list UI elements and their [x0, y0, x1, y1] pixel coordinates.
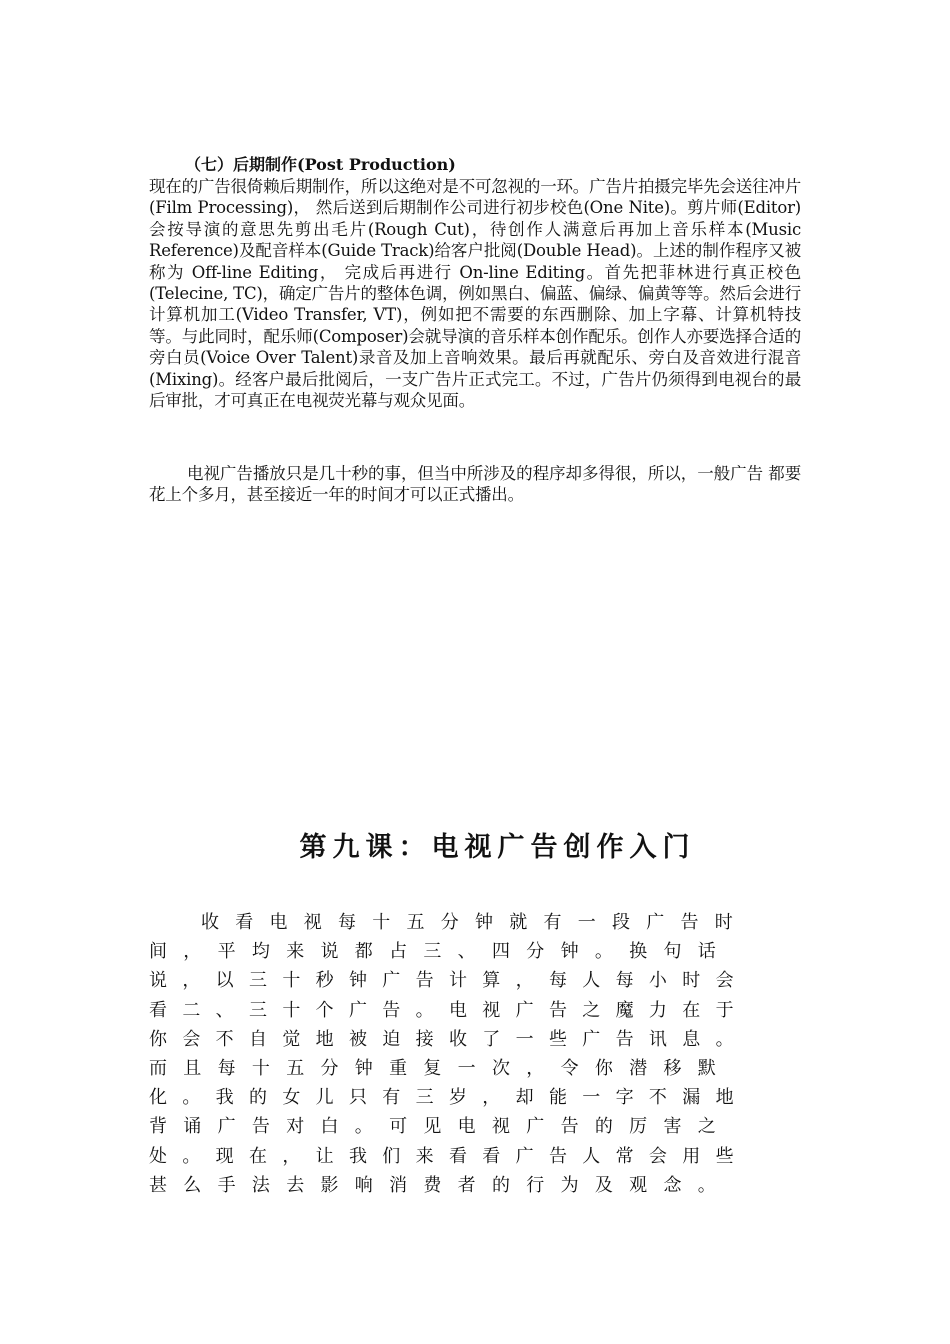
lesson-char: 在 — [682, 999, 701, 1021]
lesson-char: 说 — [149, 970, 167, 992]
lesson-char: 三 — [248, 970, 267, 992]
lesson-char: 视 — [303, 912, 322, 933]
lesson-char: 四 — [491, 941, 510, 963]
lesson-char: 告 — [680, 912, 699, 933]
lesson-char: 了 — [482, 1028, 501, 1050]
lesson-char: 甚 — [149, 1174, 167, 1196]
lesson-char: 个 — [315, 999, 334, 1021]
lesson-char: 消 — [389, 1174, 408, 1196]
lesson-char: 次 — [491, 1057, 510, 1079]
lesson-char: 些 — [715, 1145, 734, 1167]
lesson-char: 每 — [338, 912, 356, 933]
lesson-char: 为 — [560, 1174, 579, 1196]
lesson-char: 三 — [415, 1087, 434, 1109]
lesson-char: 分 — [526, 941, 545, 963]
lesson-char: 看 — [482, 1145, 501, 1167]
lesson-char: 告 — [548, 1145, 567, 1167]
lesson-char: 你 — [149, 1028, 167, 1050]
lesson-char: 告 — [615, 1028, 634, 1050]
lesson-char: 法 — [251, 1174, 270, 1196]
lesson-char: 能 — [548, 1087, 567, 1109]
lesson-char: 以 — [215, 970, 234, 992]
lesson-char: 。 — [594, 941, 613, 963]
lesson-char: 手 — [217, 1174, 236, 1196]
lesson-char: 告 — [251, 1116, 270, 1138]
lesson-char: 白 — [320, 1116, 339, 1138]
lesson-char: 于 — [715, 999, 734, 1021]
lesson-char: 会 — [648, 1145, 667, 1167]
lesson-char: ， — [526, 1057, 545, 1079]
lesson-char: 广 — [515, 1145, 534, 1167]
lesson-char: 自 — [248, 1028, 267, 1050]
lesson-char: 三 — [248, 999, 267, 1021]
lesson-char: 。 — [354, 1116, 373, 1138]
lesson-char: 觉 — [282, 1028, 301, 1050]
lesson-char: 、 — [457, 941, 476, 963]
lesson-char: 时 — [682, 970, 701, 992]
lesson-char: 行 — [526, 1174, 545, 1196]
lesson-char: ， — [182, 970, 201, 992]
lesson-char: 只 — [348, 1087, 367, 1109]
lesson-char: 收 — [201, 912, 219, 933]
lesson-char: 广 — [217, 1116, 236, 1138]
lesson-char: 息 — [682, 1028, 701, 1050]
lesson-char: 收 — [448, 1028, 467, 1050]
lesson-char: 者 — [457, 1174, 476, 1196]
lesson-char: 人 — [582, 1145, 601, 1167]
lesson-char: ， — [282, 1145, 301, 1167]
lesson-char: 广 — [582, 1028, 601, 1050]
lesson-char: 都 — [354, 941, 373, 963]
lesson-line — [149, 1171, 749, 1200]
lesson-char: 就 — [509, 912, 528, 933]
lesson-char: 十 — [372, 912, 391, 933]
lesson-char: 有 — [543, 912, 562, 933]
lesson-char: 之 — [697, 1116, 716, 1138]
lesson-char: 一 — [457, 1057, 476, 1079]
lesson-char: 、 — [215, 999, 234, 1021]
lesson-char: 来 — [415, 1145, 434, 1167]
lesson-char: 每 — [217, 1057, 236, 1079]
lesson-char: 每 — [548, 970, 567, 992]
lesson-char: 可 — [389, 1116, 408, 1138]
lesson-char: 见 — [423, 1116, 442, 1138]
lesson-char: 复 — [423, 1057, 442, 1079]
lesson-char: 的 — [491, 1174, 510, 1196]
lesson-char: 你 — [594, 1057, 613, 1079]
lesson-char: 十 — [282, 999, 301, 1021]
lesson-char: 。 — [415, 999, 434, 1021]
lesson-char: 计 — [448, 970, 467, 992]
lesson-char: 之 — [582, 999, 601, 1021]
lesson-char: 告 — [560, 1116, 579, 1138]
lesson-line — [149, 966, 749, 995]
lesson-char: 间 — [149, 941, 167, 963]
lesson-char: 说 — [320, 941, 339, 963]
lesson-char: 五 — [286, 1057, 305, 1079]
lesson-char: 响 — [354, 1174, 373, 1196]
lesson-body — [149, 908, 749, 1200]
lesson-char: 五 — [406, 912, 425, 933]
lesson-char: 时 — [714, 912, 733, 933]
lesson-char: 广 — [348, 999, 367, 1021]
lesson-char: 诵 — [183, 1116, 202, 1138]
lesson-char: 默 — [697, 1057, 716, 1079]
lesson-line — [149, 1025, 749, 1054]
lesson-char: 迫 — [382, 1028, 401, 1050]
section-heading: （七）后期制作(Post Production) — [185, 155, 456, 174]
lesson-char: 字 — [615, 1087, 634, 1109]
lesson-char: 钟 — [348, 970, 367, 992]
lesson-char: 人 — [582, 970, 601, 992]
lesson-char: 一 — [515, 1028, 534, 1050]
lesson-char: 二 — [182, 999, 201, 1021]
lesson-char: 告 — [382, 999, 401, 1021]
lesson-char: 换 — [629, 941, 648, 963]
lesson-char: 处 — [149, 1145, 167, 1167]
lesson-char: 现 — [215, 1145, 234, 1167]
lesson-char: 会 — [182, 1028, 201, 1050]
lesson-char: 地 — [715, 1087, 734, 1109]
lesson-char: 女 — [282, 1087, 301, 1109]
lesson-char: 潜 — [629, 1057, 648, 1079]
lesson-line — [149, 1142, 749, 1171]
lesson-char: 不 — [215, 1028, 234, 1050]
lesson-char: 却 — [515, 1087, 534, 1109]
lesson-char: ， — [482, 1087, 501, 1109]
lesson-char: 电 — [457, 1116, 476, 1138]
lesson-char: 段 — [612, 912, 630, 933]
lesson-char: 告 — [548, 999, 567, 1021]
lesson-line — [149, 1054, 749, 1083]
lesson-char: 话 — [697, 941, 716, 963]
lesson-char: 。 — [697, 1174, 716, 1196]
lesson-char: 。 — [182, 1145, 201, 1167]
lesson-char: 告 — [415, 970, 434, 992]
lesson-char: 移 — [663, 1057, 682, 1079]
lesson-char: 念 — [663, 1174, 682, 1196]
lesson-char: ， — [183, 941, 202, 963]
lesson-char: 广 — [515, 999, 534, 1021]
lesson-char: 平 — [217, 941, 236, 963]
lesson-char: 钟 — [475, 912, 493, 933]
lesson-char: 化 — [149, 1087, 167, 1109]
lesson-char: 来 — [286, 941, 305, 963]
lesson-char: 用 — [682, 1145, 701, 1167]
lesson-char: 电 — [269, 912, 288, 933]
lesson-char: 秒 — [315, 970, 334, 992]
lesson-char: 不 — [648, 1087, 667, 1109]
lesson-char: 背 — [149, 1116, 167, 1138]
lesson-char: 看 — [149, 999, 167, 1021]
lesson-char: 在 — [248, 1145, 267, 1167]
lesson-line — [149, 1112, 749, 1141]
lesson-char: 魔 — [615, 999, 634, 1021]
lesson-char: 令 — [560, 1057, 579, 1079]
lesson-char: 有 — [382, 1087, 401, 1109]
lesson-char: 十 — [282, 970, 301, 992]
lesson-char: 算 — [482, 970, 501, 992]
lesson-line — [149, 1083, 749, 1112]
lesson-char: 十 — [251, 1057, 270, 1079]
lesson-char: 的 — [594, 1116, 613, 1138]
lesson-char: 三 — [423, 941, 442, 963]
lesson-char: 而 — [149, 1057, 167, 1079]
lesson-char: 分 — [440, 912, 459, 933]
lesson-line — [149, 996, 749, 1025]
lesson-char: 句 — [663, 941, 682, 963]
lesson-char: 视 — [482, 999, 501, 1021]
lesson-char: 分 — [320, 1057, 339, 1079]
lesson-char: 影 — [320, 1174, 339, 1196]
lesson-char: 去 — [286, 1174, 305, 1196]
lesson-char: 让 — [315, 1145, 334, 1167]
lesson-char: 广 — [382, 970, 401, 992]
lesson-char: 广 — [526, 1116, 545, 1138]
lesson-char: 。 — [182, 1087, 201, 1109]
lesson-char: 及 — [594, 1174, 613, 1196]
lesson-char: 钟 — [560, 941, 579, 963]
lesson-char: 地 — [315, 1028, 334, 1050]
lesson-char: 看 — [235, 912, 254, 933]
lesson-char: 钟 — [354, 1057, 373, 1079]
lesson-char: 漏 — [682, 1087, 701, 1109]
lesson-char: 看 — [448, 1145, 467, 1167]
lesson-char: 占 — [389, 941, 408, 963]
lesson-char: 一 — [582, 1087, 601, 1109]
lesson-char: 小 — [648, 970, 667, 992]
lesson-char: 么 — [183, 1174, 202, 1196]
lesson-char: 厉 — [629, 1116, 648, 1138]
lesson-char: 力 — [648, 999, 667, 1021]
summary-paragraph: 电视广告播放只是几十秒的事，但当中所涉及的程序却多得很，所以，一般广告 都要花上个多月，甚至接近一年的时间才可以正式播出。 — [149, 464, 801, 505]
lesson-char: 我 — [215, 1087, 234, 1109]
lesson-char: 广 — [646, 912, 665, 933]
lesson-char: 一 — [577, 912, 596, 933]
lesson-line — [149, 937, 749, 966]
lesson-char: 且 — [183, 1057, 202, 1079]
lesson-line — [149, 908, 749, 937]
lesson-char: 讯 — [648, 1028, 667, 1050]
lesson-char: 。 — [715, 1028, 734, 1050]
lesson-title: 第九课：电视广告创作入门 — [299, 832, 696, 863]
lesson-char: 被 — [348, 1028, 367, 1050]
lesson-char: 儿 — [315, 1087, 334, 1109]
lesson-char: 些 — [548, 1028, 567, 1050]
lesson-char: 电 — [448, 999, 467, 1021]
lesson-char: 重 — [389, 1057, 408, 1079]
lesson-char: ， — [515, 970, 534, 992]
lesson-char: 岁 — [448, 1087, 467, 1109]
lesson-char: 我 — [348, 1145, 367, 1167]
lesson-char: 接 — [415, 1028, 434, 1050]
lesson-char: 们 — [382, 1145, 401, 1167]
lesson-char: 观 — [629, 1174, 648, 1196]
lesson-char: 会 — [715, 970, 734, 992]
lesson-char: 视 — [491, 1116, 510, 1138]
lesson-char: 费 — [423, 1174, 442, 1196]
lesson-char: 常 — [615, 1145, 634, 1167]
lesson-char: 的 — [248, 1087, 267, 1109]
lesson-char: 每 — [615, 970, 634, 992]
lesson-char: 均 — [251, 941, 270, 963]
lesson-char: 对 — [286, 1116, 305, 1138]
lesson-char: 害 — [663, 1116, 682, 1138]
post-production-paragraph: 现在的广告很倚赖后期制作，所以这绝对是不可忽视的一环。广告片拍摄完毕先会送往冲片(Film Processing)， 然后送到后期制作公司进行初步校色(One Nite)。剪片师(Editor)会按导演的意思先剪出毛片(Rough Cut)，待创作人满意后再加上音乐样本(Music Reference)及配音样本(Guide Track)给客户批阅(Double Head)。上述的制作程序又被称为 Off-line Editing， 完成后再进行 On-line Editing。首先把菲林进行真正校色(Telecine, TC)，确定广告片的整体色调，例如黑白、偏蓝、偏绿、偏黄等等。然后会进行计算机加工(Video Transfer, VT)，例如把不需要的东西删除、加上字幕、计算机特技等。与此同时，配乐师(Composer)会就导演的音乐样本创作配乐。创作人亦要选择合适的旁白员(Voice Over Talent)录音及加上音响效果。最后再就配乐、旁白及音效进行混音(Mixing)。经客户最后批阅后，一支广告片正式完工。不过，广告片仍须得到电视台的最后审批，才可真正在电视荧光幕与观众见面。 — [149, 177, 802, 411]
